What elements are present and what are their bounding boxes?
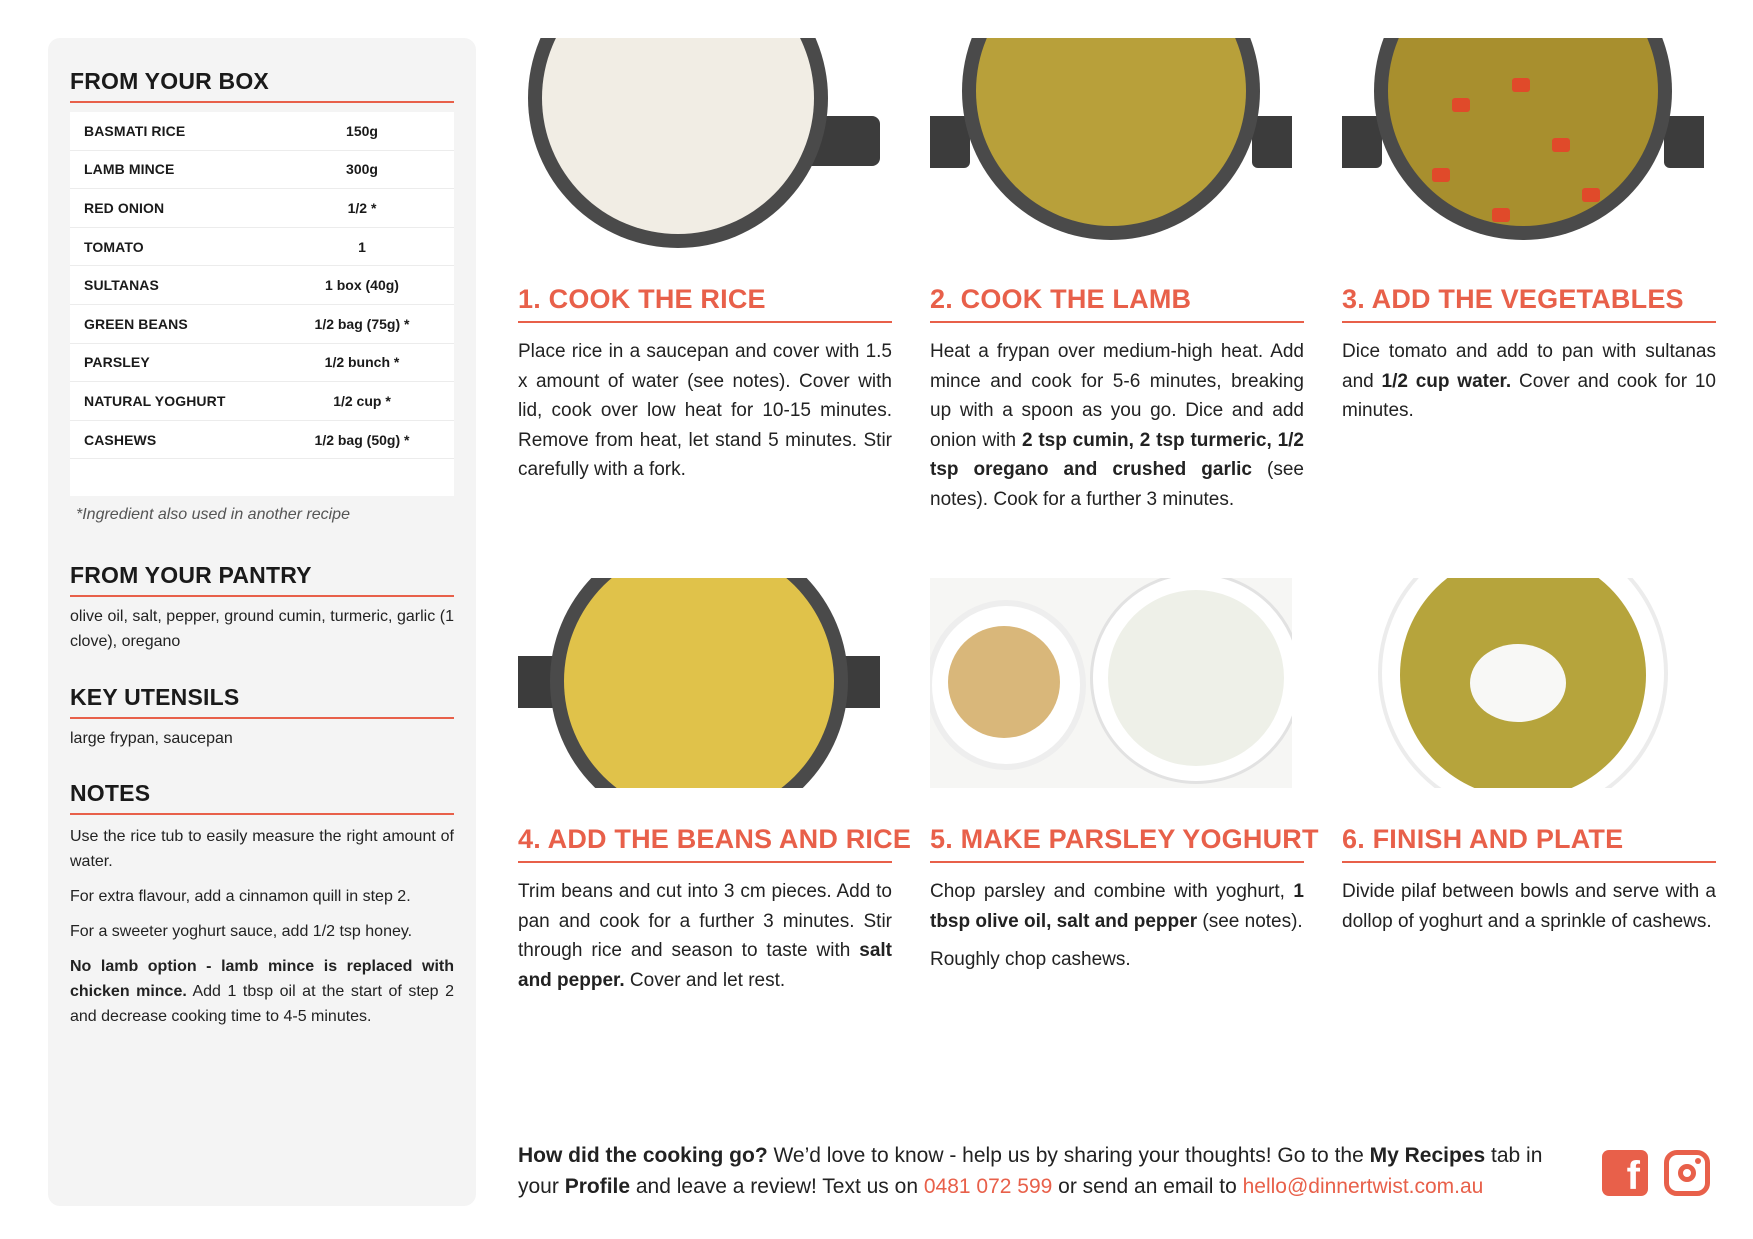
step-1-title: 1. COOK THE RICE bbox=[518, 284, 892, 323]
profile-label: Profile bbox=[564, 1175, 631, 1198]
step-2-title: 2. COOK THE LAMB bbox=[930, 284, 1304, 323]
ingredient-name: PARSLEY bbox=[84, 354, 150, 371]
step-5-text: Chop parsley and combine with yoghurt, bbox=[930, 881, 1294, 902]
ingredient-qty: 1 bbox=[358, 238, 366, 255]
step-5-para-1 bbox=[930, 877, 1304, 936]
my-recipes-label: My Recipes bbox=[1369, 1144, 1486, 1167]
ingredient-qty: 1/2 bag (75g) * bbox=[314, 315, 410, 332]
ingredient-name: LAMB MINCE bbox=[84, 161, 175, 178]
ingredients-panel bbox=[48, 38, 476, 1206]
step-3-text-end: Cover and cook for 10 minutes. bbox=[1342, 370, 1716, 421]
ingredient-qty: 1/2 cup * bbox=[333, 392, 391, 409]
step-6-photo bbox=[1342, 578, 1704, 788]
note-4 bbox=[70, 954, 454, 1029]
step-1 bbox=[518, 38, 892, 485]
step-2-photo bbox=[930, 38, 1292, 248]
step-4 bbox=[518, 578, 912, 995]
ingredient-name: CASHEWS bbox=[84, 431, 157, 448]
step-5-body bbox=[930, 877, 1304, 975]
ingredient-qty: 1 box (40g) bbox=[325, 277, 399, 294]
ingredient-name: NATURAL YOGHURT bbox=[84, 392, 226, 409]
feedback-text-3: and leave a review! Text us on bbox=[630, 1175, 924, 1198]
step-6-title: 6. FINISH AND PLATE bbox=[1342, 824, 1716, 863]
pantry-text: olive oil, salt, pepper, ground cumin, turmeric, garlic (1 clove), oregano bbox=[70, 608, 454, 650]
ingredient-name: RED ONION bbox=[84, 199, 165, 216]
utensils-text: large frypan, saucepan bbox=[70, 730, 233, 747]
feedback-text-4: or send an email to bbox=[1052, 1175, 1243, 1198]
step-2-spices: 2 tsp cumin, 2 tsp turmeric, 1/2 tsp oregano and crushed garlic bbox=[930, 429, 1304, 480]
feedback-question: How did the cooking go? bbox=[518, 1144, 768, 1167]
table-row bbox=[70, 189, 454, 228]
from-your-box-heading: FROM YOUR BOX bbox=[70, 68, 454, 103]
ingredients-table bbox=[70, 112, 454, 496]
pantry-heading: FROM YOUR PANTRY bbox=[70, 562, 454, 597]
step-5-para-2: Roughly chop cashews. bbox=[930, 949, 1131, 970]
step-4-text: Trim beans and cut into 3 cm pieces. Add to pan and cook for a further 3 minutes. Stir through rice and season to taste with bbox=[518, 881, 892, 961]
step-4-text-end: Cover and let rest. bbox=[624, 969, 786, 991]
step-6 bbox=[1342, 578, 1716, 936]
feedback-text-2: tab in your bbox=[518, 1144, 1543, 1198]
step-6-body: Divide pilaf between bowls and serve with a dollop of yoghurt and a sprinkle of cashews. bbox=[1342, 881, 1716, 932]
note-4-rest: Add 1 tbsp oil at the start of step 2 and decrease cooking time to 4-5 minutes. bbox=[70, 983, 455, 1025]
step-3-water: 1/2 cup water. bbox=[1381, 370, 1512, 392]
step-4-photo bbox=[518, 578, 880, 788]
step-3-text: Dice tomato and add to pan with sultanas and bbox=[1342, 341, 1716, 392]
ingredient-qty: 1/2 bunch * bbox=[324, 354, 400, 371]
step-4-body bbox=[518, 877, 892, 995]
step-2-text: Heat a frypan over medium-high heat. Add mince and cook for 5-6 minutes, breaking up with a spoon as you go. Dice and add onion with bbox=[930, 341, 1304, 451]
note-1: Use the rice tub to easily measure the right amount of water. bbox=[70, 828, 454, 870]
note-2: For extra flavour, add a cinnamon quill in step 2. bbox=[70, 888, 411, 905]
step-4-title: 4. ADD THE BEANS AND RICE bbox=[518, 824, 892, 863]
feedback-text: We’d love to know - help us by sharing your thoughts! Go to the bbox=[767, 1144, 1370, 1167]
table-row bbox=[70, 151, 454, 190]
step-3 bbox=[1342, 38, 1716, 426]
step-2-text-end: (see notes). Cook for a further 3 minutes. bbox=[930, 459, 1304, 510]
ingredient-qty: 1/2 * bbox=[347, 199, 377, 216]
note-3: For a sweeter yoghurt sauce, add 1/2 tsp honey. bbox=[70, 923, 413, 940]
table-row bbox=[70, 382, 454, 421]
table-row bbox=[70, 266, 454, 305]
ingredient-name: GREEN BEANS bbox=[84, 315, 188, 332]
feedback-footer bbox=[518, 1140, 1578, 1202]
utensils-heading: KEY UTENSILS bbox=[70, 684, 454, 719]
step-3-body bbox=[1342, 337, 1716, 426]
ingredient-qty: 150g bbox=[346, 122, 378, 139]
step-3-title: 3. ADD THE VEGETABLES bbox=[1342, 284, 1716, 323]
ingredient-qty: 1/2 bag (50g) * bbox=[314, 431, 410, 448]
table-row bbox=[70, 344, 454, 383]
ingredient-name: BASMATI RICE bbox=[84, 122, 186, 139]
phone-link[interactable]: 0481 072 599 bbox=[923, 1175, 1053, 1198]
email-link[interactable]: hello@dinnertwist.com.au bbox=[1242, 1175, 1484, 1198]
step-2-body bbox=[930, 337, 1304, 514]
step-1-body: Place rice in a saucepan and cover with 1.5 x amount of water (see notes). Cover with lid, cook over low heat for 10-15 minutes. Remove from heat, let stand 5 minutes. Stir carefully with a fork. bbox=[518, 341, 892, 480]
table-row bbox=[70, 112, 454, 151]
facebook-icon[interactable]: f bbox=[1602, 1150, 1648, 1196]
table-row bbox=[70, 228, 454, 267]
step-3-photo bbox=[1342, 38, 1704, 248]
step-2 bbox=[930, 38, 1304, 514]
ingredient-name: SULTANAS bbox=[84, 277, 159, 294]
table-row bbox=[70, 305, 454, 344]
step-5-oil: 1 tbsp olive oil, salt and pepper bbox=[930, 881, 1304, 932]
table-row bbox=[70, 421, 454, 460]
instagram-icon[interactable] bbox=[1664, 1150, 1710, 1196]
ingredient-footnote: *Ingredient also used in another recipe bbox=[76, 506, 350, 523]
notes-list bbox=[70, 824, 454, 1039]
step-5 bbox=[930, 578, 1319, 984]
step-5-photo bbox=[930, 578, 1292, 788]
step-5-text-end: (see notes). bbox=[1197, 910, 1303, 932]
step-4-seasoning: salt and pepper. bbox=[518, 940, 892, 991]
ingredient-name: TOMATO bbox=[84, 238, 144, 255]
step-5-title: 5. MAKE PARSLEY YOGHURT bbox=[930, 824, 1304, 863]
step-1-photo bbox=[518, 38, 880, 248]
ingredient-qty: 300g bbox=[346, 161, 378, 178]
notes-heading: NOTES bbox=[70, 780, 454, 815]
note-4-bold: No lamb option - lamb mince is replaced with chicken mince. bbox=[70, 958, 454, 1000]
